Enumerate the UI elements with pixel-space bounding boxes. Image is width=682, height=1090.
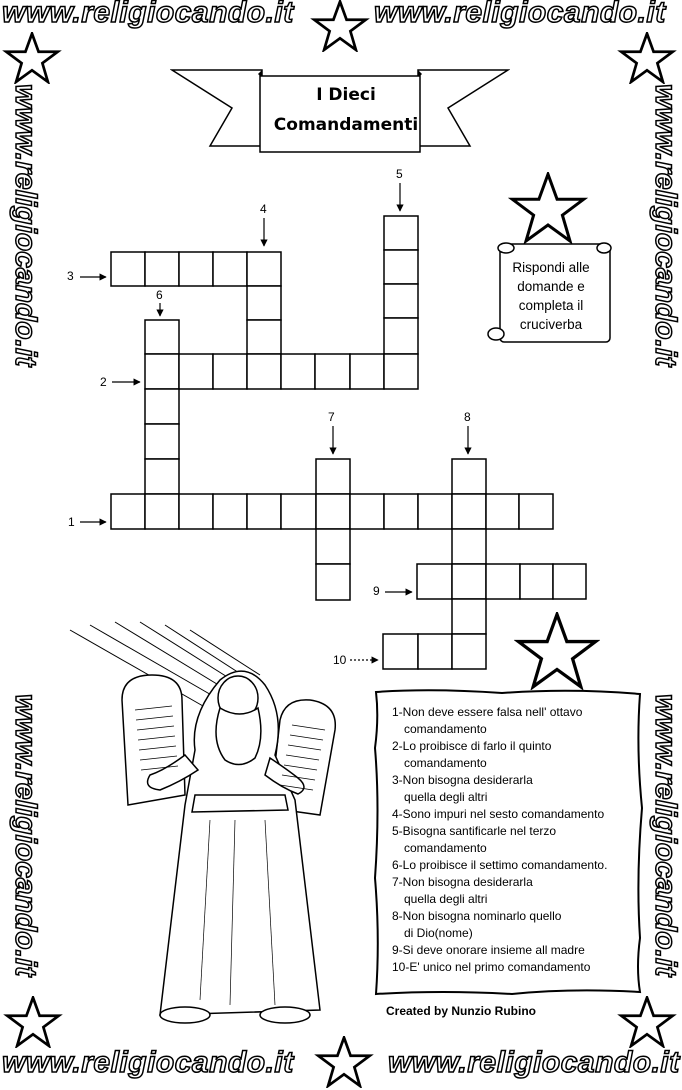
clue-item [392, 806, 637, 823]
clue-item [392, 704, 637, 738]
crossword-cell[interactable] [418, 494, 452, 529]
crossword-cell[interactable] [281, 494, 316, 529]
crossword-cell[interactable] [553, 564, 586, 599]
crossword-cell[interactable] [247, 252, 281, 286]
clue-text: 8-Non bisogna nominarlo quello [392, 909, 562, 923]
clue-item [392, 959, 637, 976]
instructions-line: cruciverba [519, 317, 583, 332]
crossword-cell[interactable] [383, 634, 418, 669]
crossword-cell[interactable] [486, 494, 519, 529]
star-icon [2, 996, 64, 1048]
crossword-cell[interactable] [247, 286, 281, 320]
crossword-cell[interactable] [179, 494, 213, 529]
crossword-cell[interactable] [452, 529, 486, 564]
crossword-cell[interactable] [384, 354, 418, 389]
instructions-line: completa il [518, 298, 584, 313]
clue-text: 5-Bisogna santificarle nel terzo [392, 824, 557, 838]
clue-continuation: comandamento [404, 722, 487, 736]
clue-item [392, 857, 637, 874]
crossword-cell[interactable] [179, 252, 213, 286]
crossword-cell[interactable] [247, 494, 281, 529]
clue-text: 1-Non deve essere falsa nell' ottavo [392, 705, 583, 719]
moses-illustration [60, 620, 370, 1040]
watermark-bottom-left: www.religiocando.it [2, 1046, 294, 1079]
crossword-cell[interactable] [384, 250, 418, 284]
crossword-cell[interactable] [316, 529, 350, 564]
crossword-cell[interactable] [247, 354, 281, 389]
clue-number-10: 10 [333, 653, 347, 667]
crossword-cell[interactable] [452, 494, 486, 529]
watermark-top-left: www.religiocando.it [2, 0, 294, 29]
crossword-cell[interactable] [281, 354, 315, 389]
instructions-line: domande e [517, 279, 585, 294]
crossword-cell[interactable] [384, 318, 418, 354]
crossword-cell[interactable] [111, 252, 145, 286]
crossword-cell[interactable] [213, 494, 247, 529]
clues-list [392, 704, 637, 976]
crossword-cell[interactable] [452, 564, 486, 599]
crossword-cell[interactable] [316, 494, 350, 529]
crossword-cell[interactable] [350, 494, 384, 529]
crossword-cell[interactable] [418, 634, 452, 669]
crossword-cell[interactable] [384, 284, 418, 318]
crossword-cell[interactable] [145, 494, 179, 529]
clue-continuation: di Dio(nome) [404, 926, 473, 940]
clue-continuation: quella degli altri [404, 790, 488, 804]
crossword-cell[interactable] [111, 494, 145, 529]
clue-number-9: 9 [373, 584, 380, 598]
crossword-cell[interactable] [247, 320, 281, 354]
clue-text: 7-Non bisogna desiderarla [392, 875, 533, 889]
title-line-2: Comandamenti [273, 115, 419, 135]
star-icon [616, 996, 678, 1048]
crossword-cell[interactable] [452, 634, 486, 669]
crossword-cell[interactable] [452, 459, 486, 494]
crossword-cell[interactable] [519, 494, 553, 529]
clue-number-5: 5 [396, 167, 403, 181]
clue-number-8: 8 [464, 410, 471, 424]
clue-item [392, 874, 637, 908]
clue-text: 10-E' unico nel primo comandamento [392, 960, 591, 974]
crossword-cell[interactable] [316, 564, 350, 600]
watermark-bottom-right: www.religiocando.it [388, 1046, 680, 1079]
clue-number-2: 2 [100, 375, 107, 389]
crossword-cell[interactable] [384, 494, 418, 529]
clue-number-3: 3 [67, 269, 74, 283]
clue-text: 4-Sono impuri nel sesto comandamento [392, 807, 605, 821]
clue-number-7: 7 [328, 410, 335, 424]
clue-continuation: quella degli altri [404, 892, 488, 906]
crossword-cell[interactable] [145, 252, 179, 286]
clue-item [392, 772, 637, 806]
watermark-left-upper: www.religiocando.it [9, 84, 42, 367]
watermark-right-lower: www.religiocando.it [649, 694, 682, 977]
crossword-cell[interactable] [145, 320, 179, 354]
clue-item [392, 738, 637, 772]
clue-text: 2-Lo proibisce di farlo il quinto [392, 739, 552, 753]
clue-text: 9-Si deve onorare insieme all madre [392, 943, 585, 957]
crossword-cells [111, 216, 586, 669]
crossword-cell[interactable] [179, 354, 213, 389]
crossword-cell[interactable] [145, 354, 179, 389]
crossword-cell[interactable] [384, 216, 418, 250]
crossword-cell[interactable] [315, 354, 350, 389]
clue-number-1: 1 [68, 515, 75, 529]
crossword-cell[interactable] [213, 354, 247, 389]
clue-number-4: 4 [260, 202, 267, 216]
clue-item [392, 942, 637, 959]
title-line-1: I Dieci [316, 85, 376, 105]
crossword-cell[interactable] [316, 459, 350, 494]
instructions-line: Rispondi alle [512, 260, 590, 275]
clue-number-6: 6 [156, 288, 163, 302]
clue-text: 6-Lo proibisce il settimo comandamento. [392, 858, 608, 872]
crossword-cell[interactable] [213, 252, 247, 286]
crossword-cell[interactable] [417, 564, 452, 599]
crossword-cell[interactable] [486, 564, 520, 599]
clue-continuation: comandamento [404, 841, 487, 855]
author-credit: Created by Nunzio Rubino [386, 1004, 536, 1018]
crossword-cell[interactable] [145, 459, 179, 494]
clue-text: 3-Non bisogna desiderarla [392, 773, 533, 787]
crossword-cell[interactable] [350, 354, 384, 389]
star-icon [314, 1036, 374, 1088]
crossword-cell[interactable] [145, 424, 179, 459]
clue-item [392, 823, 637, 857]
crossword-cell[interactable] [520, 564, 553, 599]
watermark-left-lower: www.religiocando.it [9, 694, 42, 977]
clue-item [392, 908, 637, 942]
crossword-cell[interactable] [452, 599, 486, 634]
watermark-top-right: www.religiocando.it [374, 0, 666, 29]
clue-continuation: comandamento [404, 756, 487, 770]
crossword-cell[interactable] [145, 389, 179, 424]
watermark-right-upper: www.religiocando.it [649, 84, 682, 367]
